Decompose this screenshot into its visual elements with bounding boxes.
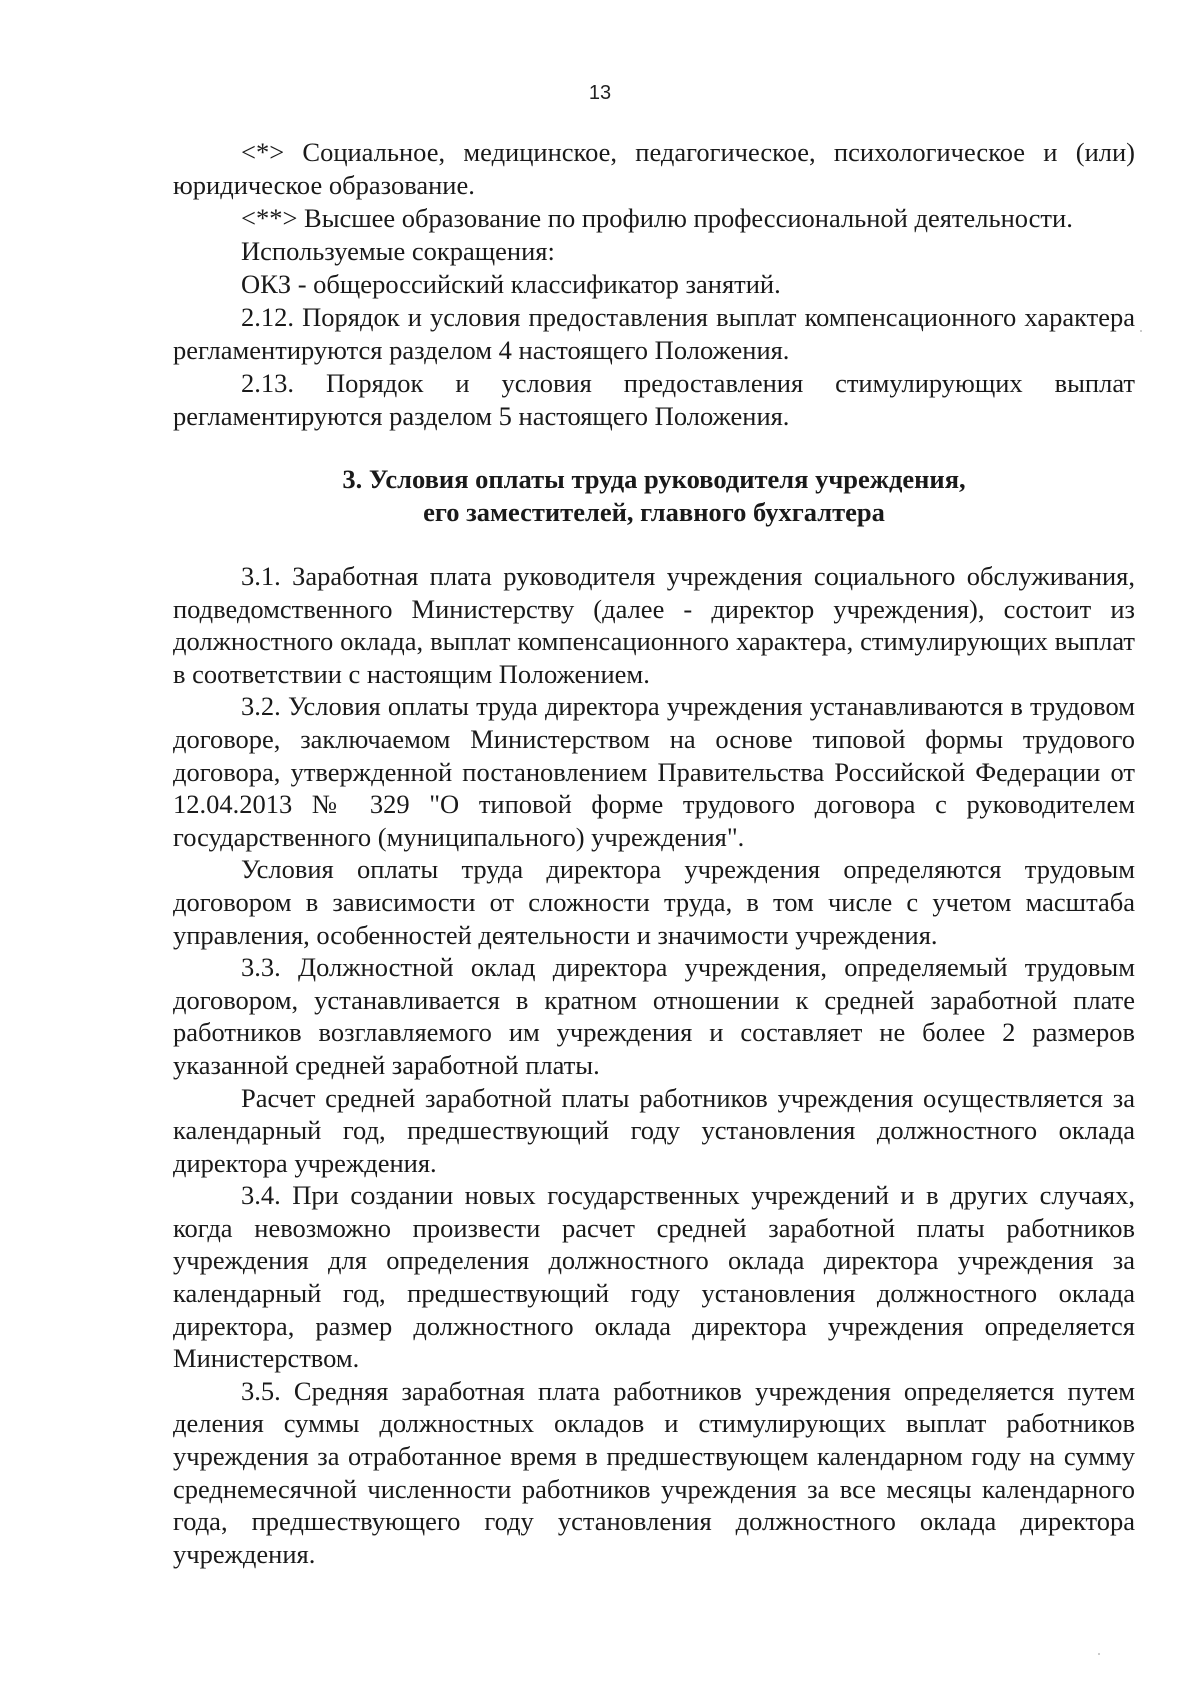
clause-3-3: 3.3. Должностной оклад директора учреждения, определяемый трудовым договором, устанавливается в кратном отношении к средней заработной плате работников возглавляемого им учреждения и составляет не более 2 размеров указанной средней заработной платы. (173, 952, 1135, 1080)
footnotes-block (173, 136, 1135, 433)
abbreviations-heading: Используемые сокращения: (241, 236, 555, 266)
clause-3-2: 3.2. Условия оплаты труда директора учреждения устанавливаются в трудовом договоре, заключаемом Министерством на основе типовой формы трудового договора, утвержденной постановлением Правительства Российской Федерации от 12.04.2013 № 329 "О типовой форме трудового договора с руководителем государственного (муниципального) учреждения". (173, 691, 1135, 852)
page-number: 13 (588, 82, 612, 104)
section-3-body (173, 560, 1135, 1570)
section-3-heading-line-2: его заместителей, главного бухгалтера (423, 497, 885, 527)
clause-2-12: 2.12. Порядок и условия предоставления выплат компенсационного характера регламентируются разделом 4 настоящего Положения. (173, 302, 1135, 365)
footnote-2: <**> Высшее образование по профилю профессиональной деятельности. (241, 203, 1073, 233)
section-3-heading (173, 463, 1135, 529)
scan-speck (1098, 1653, 1100, 1655)
clause-3-4: 3.4. При создании новых государственных учреждений и в других случаях, когда невозможно произвести расчет средней заработной платы работников учреждения для определения должностного оклада директора учреждения за календарный год, предшествующий году установления должностного оклада директора, размер должностного оклада директора учреждения определяется Министерством. (173, 1180, 1135, 1374)
clause-3-5: 3.5. Средняя заработная плата работников учреждения определяется путем деления суммы должностных окладов и стимулирующих выплат работников учреждения за отработанное время в предшествующем календарном году на сумму среднемесячной численности работников учреждения за все месяцы календарного года, предшествующего году установления должностного оклада директора учреждения. (173, 1375, 1135, 1569)
clause-3-3-continuation: Расчет средней заработной платы работников учреждения осуществляется за календарный год, предшествующий году установления должностного оклада директора учреждения. (173, 1082, 1135, 1178)
clause-3-2-continuation: Условия оплаты труда директора учреждения определяются трудовым договором в зависимости от сложности труда, в том числе с учетом масштаба управления, особенностей деятельности и значимости учреждения. (173, 854, 1135, 950)
clause-3-1: 3.1. Заработная плата руководителя учреждения социального обслуживания, подведомственного Министерству (далее - директор учреждения), состоит из должностного оклада, выплат компенсационного характера, стимулирующих выплат в соответствии с настоящим Положением. (173, 561, 1135, 689)
abbreviation-okz: ОКЗ - общероссийский классификатор занятий. (241, 269, 781, 299)
scan-speck (1140, 330, 1142, 332)
footnote-1: <*> Социальное, медицинское, педагогическое, психологическое и (или) юридическое образование. (173, 137, 1135, 200)
section-3-heading-line-1: 3. Условия оплаты труда руководителя учреждения, (342, 464, 966, 494)
clause-2-13: 2.13. Порядок и условия предоставления стимулирующих выплат регламентируются разделом 5 настоящего Положения. (173, 368, 1135, 431)
